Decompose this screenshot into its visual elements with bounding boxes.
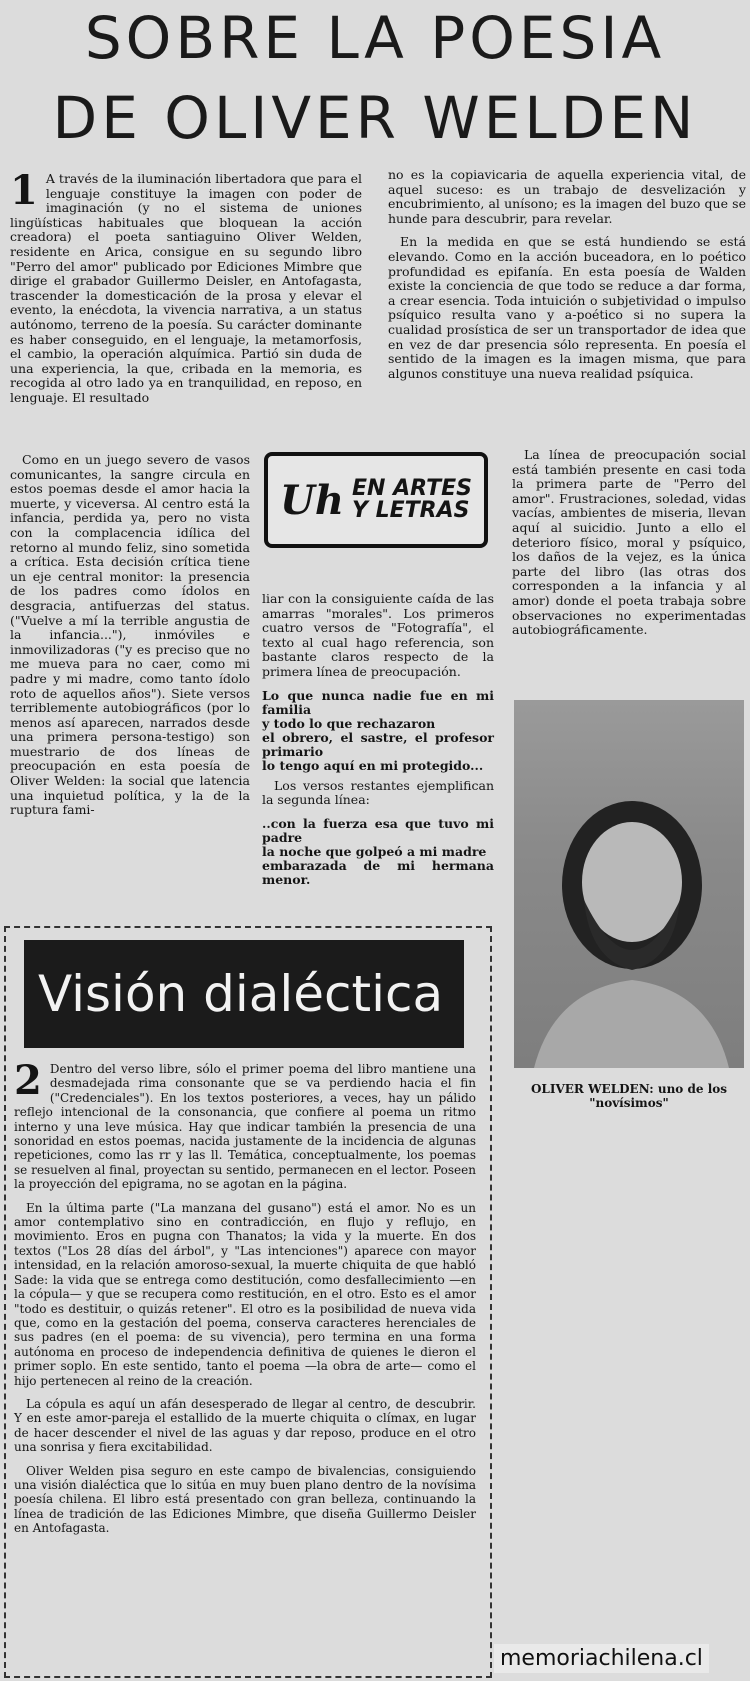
part2-paragraph-2: En la última parte ("La manzana del gusano") está el amor. No es un amor contemplativo sino en contradicción, en flujo y reflujo, en movimiento. Eros en pugna con Thanatos; la vida y la muerte. En dos textos ("Los 28 días del árbol", y "Las intenciones") aparece con mayor intensidad, en la relación amoroso-sexual, la muerte chiquita de que habló Sade: la vida que se entrega como destitución, como desfallecimiento —en la cópula— y que se recupera como restitución, en el otro. Esto es el amor "todo es destituir, o quizás retener". El otro es la posibilidad de nueva vida que, como en la gestación del poema, conserva caracteres herenciales de sus padres (en el poema: de su vivencia), pero termina en una forma autónoma en proceso de independencia definitiva de quienes le dieron el primer soplo. En este sentido, tanto el poema —la obra de arte— como el hijo pertenecen al reino de la creación.: [14, 1200, 476, 1388]
part1-right-column: [388, 168, 746, 390]
part1-left-column: [10, 167, 362, 415]
middle-center-mid: Los versos restantes ejemplifican la segunda línea:: [262, 777, 494, 808]
caption-name: OLIVER WELDEN:: [530, 1082, 654, 1096]
logo-line-2: Y LETRAS: [352, 498, 470, 523]
part1-middle-center-column: [262, 592, 494, 893]
verse-block-1: [262, 689, 494, 773]
part2-paragraph-1: Dentro del verso libre, sólo el primer poema del libro mantiene una desmadejada rima consonante que se va perdiendo hacia el fin ("Credenciales"). En los textos posteriores, a veces, hay un pálido reflejo intencional de la consonancia, que confiere al poema un ritmo interno y una leve música. Hay que indicar también la presencia de una sonoridad en estos poemas, nacida justamente de la incidencia de algunas repeticiones, como las rr y las ll. Temática, conceptualmente, los poemas se resuelven al final, proyectan su sentido, permanecen en el lector. Poseen la proyección del epigrama, no se agotan en la página.: [14, 1062, 476, 1192]
middle-left-paragraph: Como en un juego severo de vasos comunicantes, la sangre circula en estos poemas desde el amor hacia la muerte, y viceversa. Al centro está la infancia, perdida ya, pero no vista con la complacencia idílica del retorno al mundo feliz, sino sometida a crítica. Esta decisión crítica tiene un eje central monitor: la presencia de los padres como ídolos en desgracia, antifuerzas del status. ("Vuelve a mí la terrible angustia de la infancia..."), inmóviles e inmovilizadoras ("y es preciso que no me mueva para no caer, como mi padre y mi madre, como tanto ídolo roto de aquellos años"). Siete versos terriblemente autobiográficos (por lo menos así aparecen, narrados desde una primera persona-testigo) son muestrario de dos líneas de preocupación en esta poesía de Oliver Welden: la social que latencia una inquietud política, y la de la ruptura fami-: [10, 452, 250, 818]
part1-middle-left-column: [10, 453, 250, 827]
verse-line: el obrero, el sastre, el profesor primario: [262, 729, 494, 759]
verse-line: Lo que nunca nadie fue en mi familia: [262, 687, 494, 717]
middle-right-paragraph: La línea de preocupación social está también presente en casi toda la primera parte de "Perro del amor". Frustraciones, soledad, vidas vacías, ambientes de miseria, llevan aquí al suicidio. Junto a ello el deterioro físico, moral y psíquico, los daños de la vejez, es la única parte del libro (las otras dos corresponden a la infancia y al amor) donde el poeta trabaja sobre observaciones no experimentadas autobiográficamente.: [512, 447, 746, 638]
oliver-welden-photo: [514, 700, 744, 1068]
verse-line: la noche que golpeó a mi madre: [262, 843, 487, 859]
memoriachilena-watermark: memoriachilena.cl: [494, 1644, 709, 1673]
part1-right-paragraph-1: no es la copiavicaria de aquella experiencia vital, de aquel suceso: es un trabajo de desvelización y encubrimiento, al unísono; es la imagen del buzo que se hunde para descubrir, para revelar.: [388, 167, 746, 226]
verse-line: embarazada de mi hermana menor.: [262, 857, 494, 887]
vision-dialectica-banner: [24, 940, 464, 1048]
verse-line: y todo lo que rechazaron: [262, 715, 436, 731]
section-number-1: 1: [10, 167, 38, 214]
logo-line-1: EN ARTES: [352, 476, 472, 501]
photo-caption: [514, 1082, 744, 1110]
section-heading: Visión dialéctica: [38, 965, 444, 1023]
verse-block-2: [262, 817, 494, 887]
verse-line: ..con la fuerza esa que tuvo mi padre: [262, 815, 494, 845]
part2-paragraph-4: Oliver Welden pisa seguro en este campo de bivalencias, consiguiendo una visión dialéctica que lo sitúa en muy buen plano dentro de la novísima poesía chilena. El libro está presentado con gran belleza, continuando la línea de tradición de las Ediciones Mimbre, que diseña Guillermo Deisler en Antofagasta.: [14, 1463, 476, 1536]
part2-column: [14, 1057, 476, 1545]
uh-logo-mark: Uh: [280, 476, 344, 524]
caption-rest: uno de los "novísimos": [589, 1082, 728, 1110]
title-line-1: SOBRE LA POESIA: [84, 4, 666, 72]
section-number-2: 2: [14, 1057, 42, 1104]
title-line-2: DE OLIVER WELDEN: [52, 84, 698, 152]
part1-intro-text: A través de la iluminación libertadora que para el lenguaje constituye la imagen con poder de imaginación (y no el sistema de uniones lingüísticas habituales que bloquean la acción creadora) el poeta santiaguino Oliver Welden, residente en Arica, consigue en su segundo libro "Perro del amor" publicado por Ediciones Mimbre que dirige el grabador Guillermo Deisler, en Antofagasta, trascender la domesticación de la prosa y elevar el evento, la enécdota, la vivencia narrativa, a un status autónomo, terreno de la poesía. Su carácter dominante es haber conseguido, en el lenguaje, la metamorfosis, el cambio, la operación alquímica. Partió sin duda de una experiencia, la que, cribada en la memoria, es recogida al otro lado ya en tranquilidad, en reposo, en lenguaje. El resultado: [10, 171, 362, 405]
middle-center-intro: liar con la consiguiente caída de las amarras "morales". Los primeros cuatro versos de "Fotografía", el texto al cual hago referencia, son bastante claros respecto de la primera línea de preocupación.: [262, 591, 494, 679]
portrait-illustration: [514, 700, 744, 1068]
part1-middle-right-column: [512, 448, 746, 647]
part1-right-paragraph-2: En la medida en que se está hundiendo se está elevando. Como en la acción buceadora, en lo poético profundidad es epifanía. En esta poesía de Walden existe la conciencia de que todo se reduce a dar forma, a crear esencia. Toda intuición o subjetividad o impulso psíquico resulta vano y a-poético si no supera la cualidad prosística de ser un transportador de idea que en vez de dar presencia sólo representa. En poesía el sentido de la imagen es la imagen misma, que para algunos constituye una nueva realidad psíquica.: [388, 234, 746, 381]
verse-line: lo tengo aquí en mi protegido...: [262, 757, 484, 773]
en-artes-y-letras-logo: [264, 452, 488, 548]
part2-paragraph-3: La cópula es aquí un afán desesperado de llegar al centro, de descubrir. Y en este amor-pareja el estallido de la muerte chiquita o clímax, en lugar de hacer descender el nivel de las aguas y dar reposo, produce en el otro una sonrisa y fiera excitabilidad.: [14, 1396, 476, 1455]
